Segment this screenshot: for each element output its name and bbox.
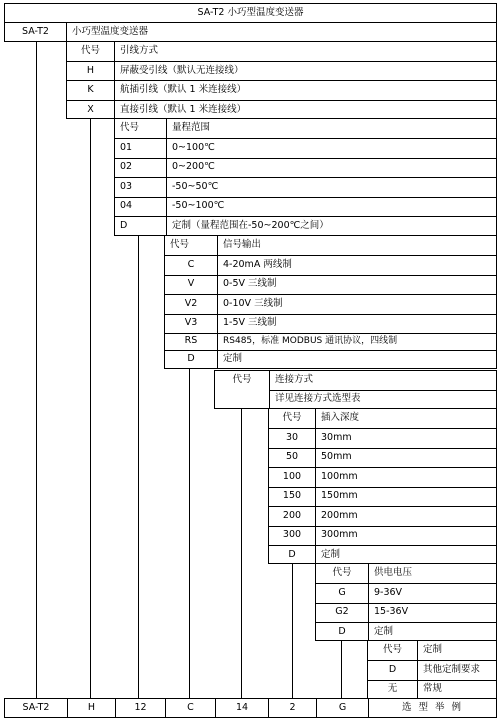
power-label: 9-36V: [374, 586, 403, 598]
depth-code: 150: [282, 490, 302, 501]
signal-label: RS485，标准 MODBUS 通讯协议，四线制: [223, 336, 398, 346]
signal-code: V3: [184, 317, 198, 328]
connector-line: [189, 368, 190, 698]
custom-code: D: [388, 663, 397, 675]
connector-line: [90, 118, 91, 698]
signal-label: 0-5V 三线制: [223, 278, 277, 289]
example-label: 选 型 举 例: [401, 702, 464, 713]
signal-code: RS: [184, 335, 198, 346]
power-label: 15-36V: [374, 606, 409, 617]
signal-table: [164, 235, 497, 369]
lead-code: H: [86, 64, 95, 76]
lead-label: 直接引线（默认 1 米连接线）: [120, 103, 247, 115]
lead-table: [66, 41, 497, 119]
example-model: SA-T2: [22, 702, 50, 713]
example-depth: 2: [289, 702, 296, 713]
depth-label: 100mm: [321, 470, 358, 482]
depth-code: 30: [285, 431, 299, 443]
signal-code: D: [187, 353, 195, 364]
product-name-cell: [66, 22, 497, 42]
page-title: SA-T2 小巧型温度变送器: [197, 7, 304, 18]
model-cell: [4, 22, 67, 42]
range-code: D: [120, 219, 128, 231]
depth-label: 30mm: [321, 431, 352, 443]
range-label: 定制（量程范围在-50~200℃之间）: [172, 219, 329, 231]
power-table: [315, 563, 497, 641]
range-code-header: 代号: [120, 122, 140, 133]
power-label: 定制: [374, 625, 394, 637]
lead-label: 航插引线（默认 1 米连接线）: [120, 84, 247, 95]
product-name: 小巧型温度变送器: [72, 26, 149, 37]
range-label: -50~50℃: [172, 180, 219, 192]
custom-label: 其他定制要求: [423, 663, 481, 675]
range-label: 0~100℃: [172, 141, 215, 153]
range-label-header: 量程范围: [172, 122, 211, 133]
custom-label: 常规: [423, 683, 443, 694]
signal-code: V: [187, 278, 195, 289]
lead-code-header: 代号: [80, 45, 100, 56]
example-range: 12: [134, 702, 147, 713]
custom-label-header: 定制: [423, 644, 443, 655]
range-code: 04: [120, 200, 133, 211]
depth-label: 50mm: [321, 451, 352, 462]
power-label-header: 供电电压: [374, 567, 413, 578]
range-label: 0~200℃: [172, 161, 215, 172]
depth-code: 100: [282, 470, 302, 482]
signal-code: C: [187, 258, 195, 270]
signal-code: V2: [184, 297, 198, 309]
example-signal: C: [187, 702, 194, 713]
example-row: [4, 698, 497, 718]
power-code: D: [338, 625, 346, 637]
connect-code-header: 代号: [232, 374, 252, 385]
connector-line: [241, 408, 242, 698]
custom-table: [367, 640, 497, 699]
power-code: G: [338, 586, 346, 598]
example-lead: H: [87, 702, 96, 713]
depth-code: 50: [285, 451, 299, 462]
lead-label: 屏蔽受引线（默认无连接线）: [120, 64, 244, 76]
depth-label: 300mm: [321, 529, 358, 540]
connector-line: [138, 235, 139, 698]
lead-code: K: [87, 84, 94, 95]
signal-label-header: 信号输出: [223, 239, 262, 250]
depth-label-header: 插入深度: [321, 412, 360, 423]
depth-code: 200: [282, 509, 302, 521]
connector-line: [341, 640, 342, 698]
range-code: 01: [120, 141, 133, 153]
lead-code: X: [87, 103, 94, 115]
power-code-header: 代号: [332, 567, 352, 578]
title-bar: [4, 3, 497, 23]
lead-label-header: 引线方式: [120, 45, 159, 56]
connector-line: [292, 563, 293, 698]
example-power: G: [338, 702, 347, 713]
range-code: 02: [120, 161, 133, 172]
signal-label: 1-5V 三线制: [223, 317, 277, 328]
depth-table: [268, 408, 497, 564]
connect-table: [214, 370, 497, 409]
depth-code: D: [288, 548, 296, 560]
connect-label-header: 连接方式: [275, 374, 314, 385]
range-code: 03: [120, 180, 133, 192]
signal-code-header: 代号: [170, 239, 190, 250]
signal-label: 0-10V 三线制: [223, 297, 283, 309]
signal-label: 4-20mA 两线制: [223, 258, 292, 270]
custom-code: 无: [387, 683, 398, 694]
range-table: [114, 118, 497, 236]
connector-line: [36, 41, 37, 698]
depth-label: 定制: [321, 548, 341, 560]
power-code: G2: [335, 606, 349, 617]
depth-code-header: 代号: [282, 412, 302, 423]
signal-label: 定制: [223, 353, 243, 364]
depth-label: 200mm: [321, 509, 358, 521]
depth-label: 150mm: [321, 490, 358, 501]
connect-note: 详见连接方式选型表: [275, 392, 361, 404]
custom-code-header: 代号: [382, 644, 402, 655]
range-label: -50~100℃: [172, 200, 225, 211]
depth-code: 300: [282, 529, 302, 540]
model-code: SA-T2: [22, 26, 49, 37]
example-connect: 14: [235, 702, 249, 713]
